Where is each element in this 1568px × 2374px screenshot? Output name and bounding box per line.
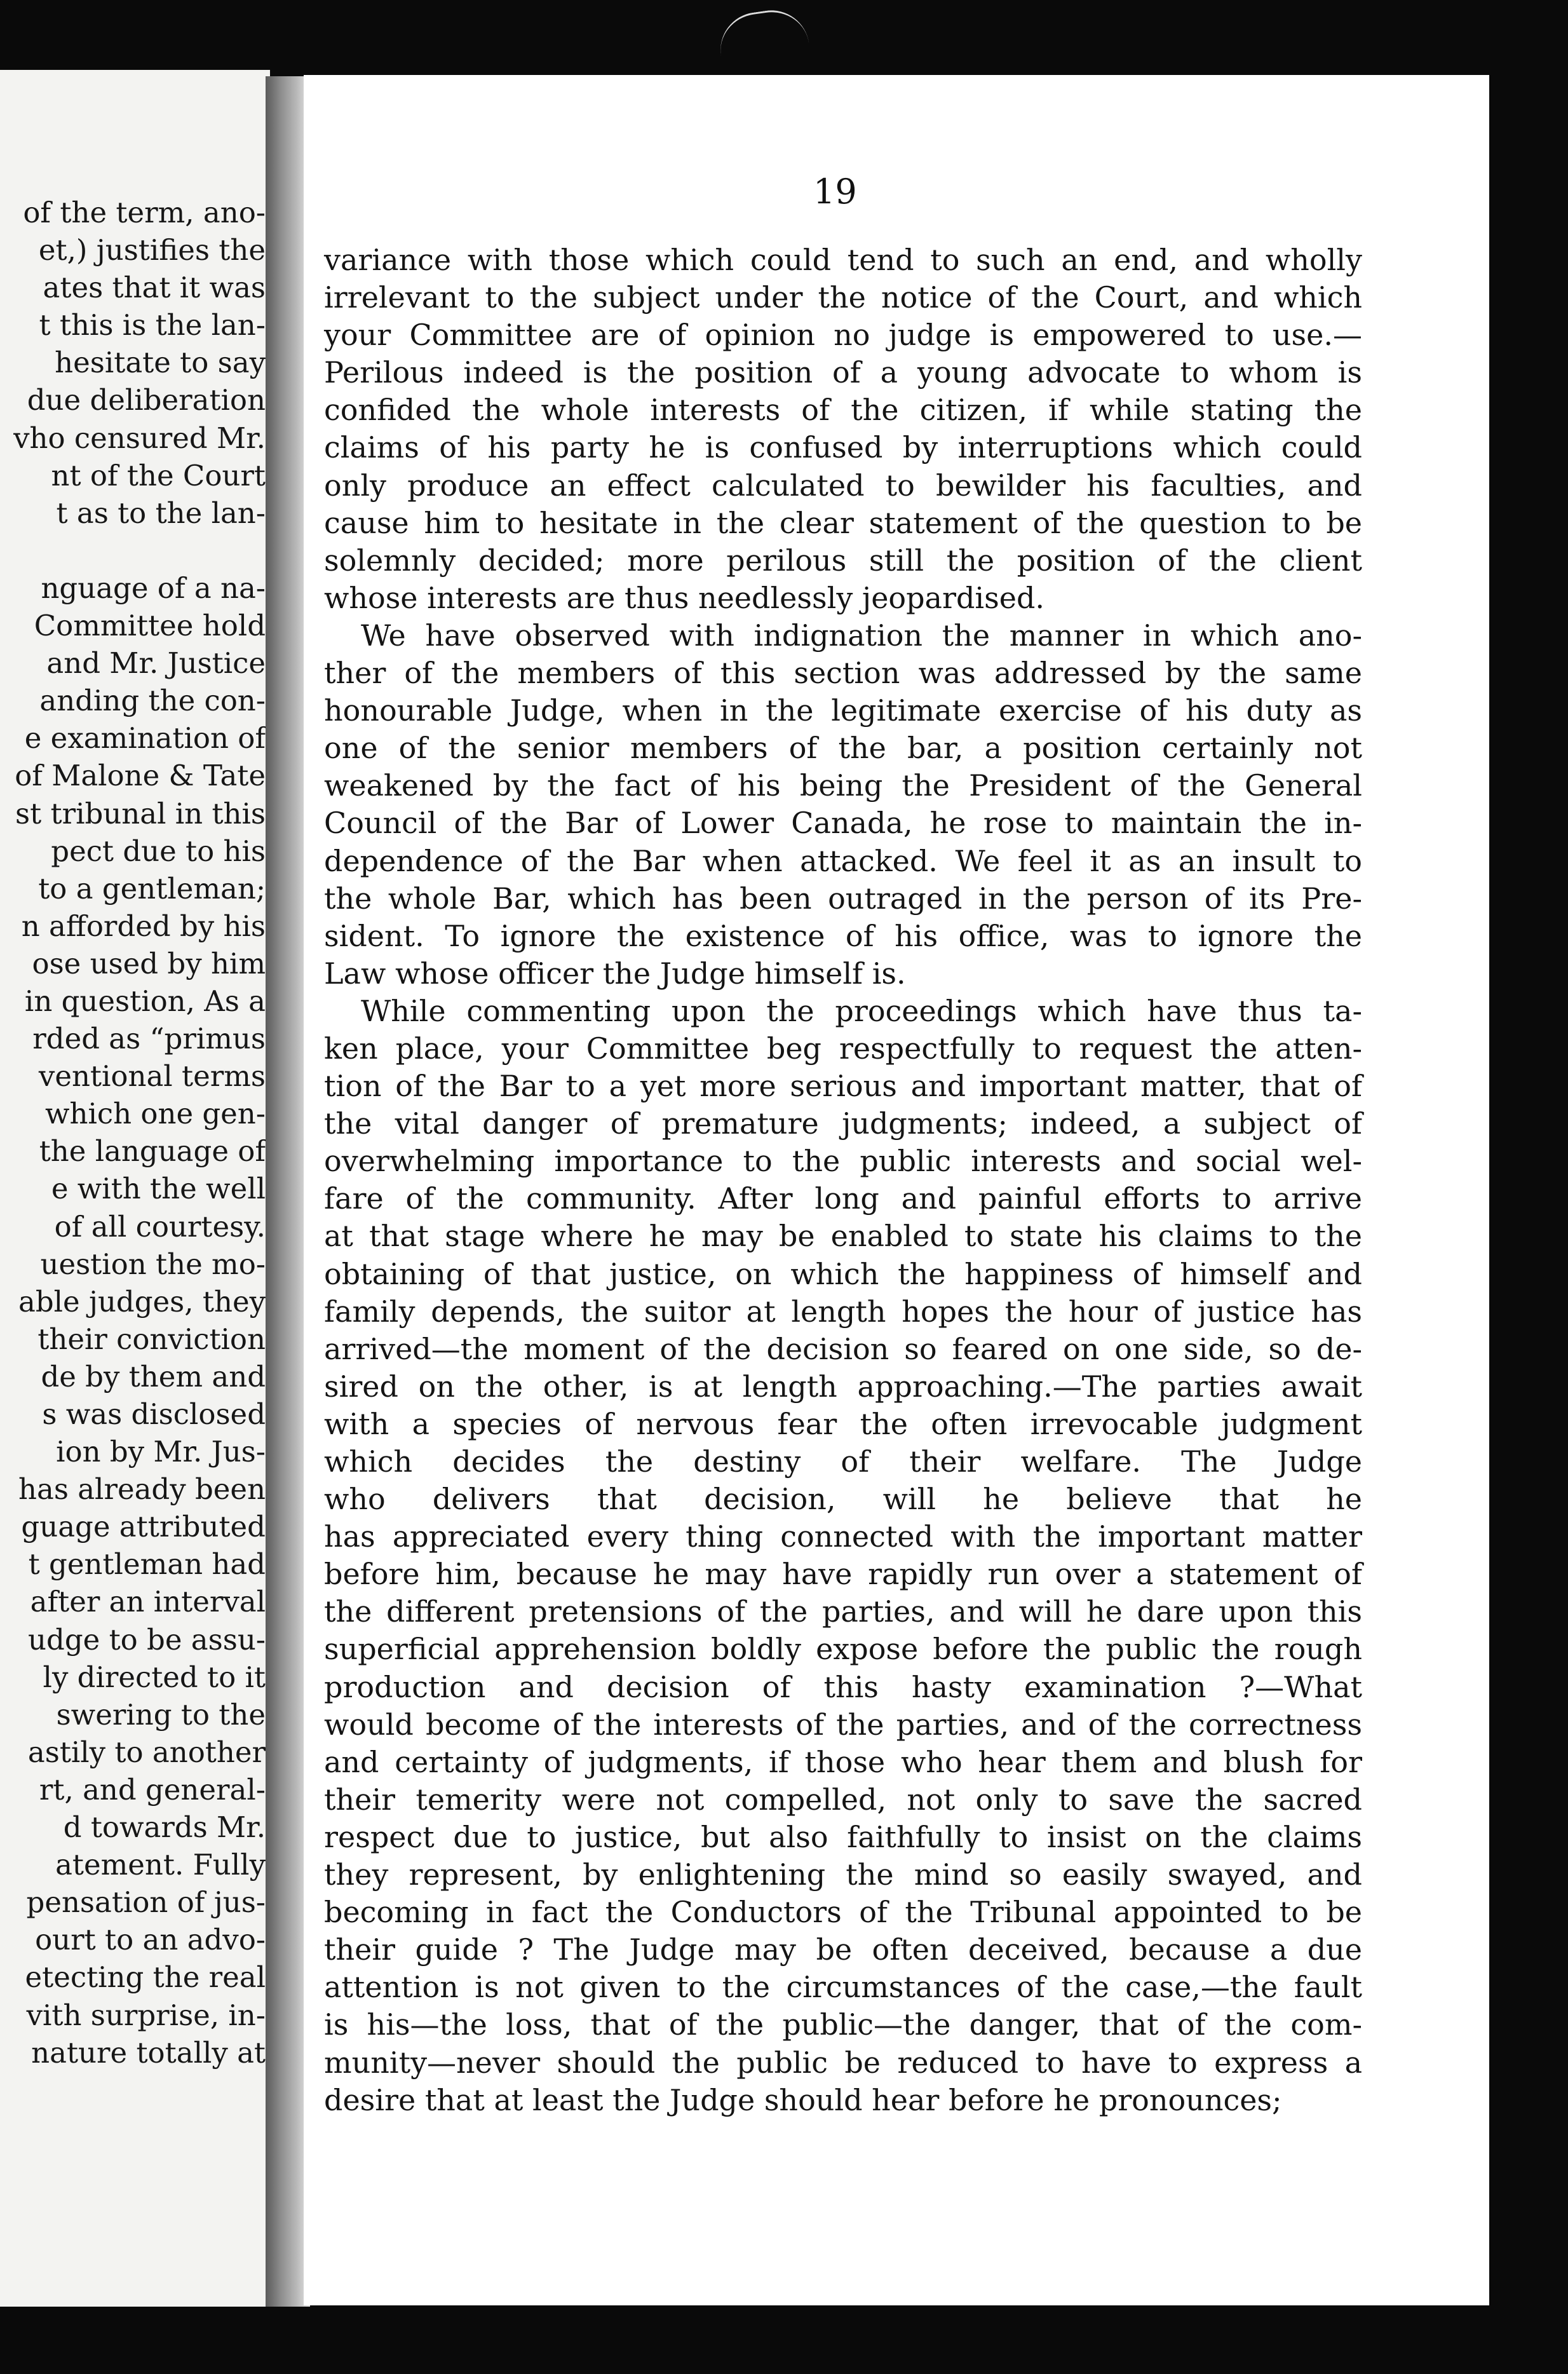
left-page-line: ates that it was: [43, 271, 266, 305]
left-page-line: vho censured Mr.: [13, 421, 266, 455]
left-page-line: astily to another: [27, 1735, 266, 1769]
body-text-line: one of the senior members of the bar, a position certainly not: [324, 731, 1362, 766]
body-text-line: Law whose officer the Judge himself is.: [324, 956, 906, 991]
body-text-line: Perilous indeed is the position of a young advocate to whom is: [324, 355, 1362, 390]
body-text-line: the vital danger of premature judgments; indeed, a subject of: [324, 1106, 1362, 1141]
left-page-line: Committee hold: [34, 609, 266, 643]
left-page-line: rt, and general-: [39, 1772, 266, 1807]
page-number: 19: [813, 172, 857, 212]
body-text-line: who delivers that decision, will he believe that he: [324, 1482, 1362, 1517]
left-page-line: etecting the real: [25, 1960, 266, 1995]
body-text-line: cause him to hesitate in the clear statement of the question to be: [324, 505, 1362, 540]
body-text-line: which decides the destiny of their welfare. The Judge: [324, 1444, 1362, 1479]
body-text-line: they represent, by enlightening the mind so easily swayed, and: [324, 1857, 1362, 1892]
left-page-text: [0, 194, 266, 2072]
body-text-line: desire that at least the Judge should hear before he pronounces;: [324, 2082, 1282, 2117]
body-text-line: fare of the community. After long and painful efforts to arrive: [324, 1181, 1362, 1216]
left-page-line: ventional terms: [38, 1059, 266, 1094]
body-text-line: with a species of nervous fear the often irrevocable judgment: [324, 1406, 1362, 1441]
body-text-line: would become of the interests of the parties, and of the correctness: [324, 1707, 1362, 1742]
left-page-line: in question, As a: [24, 984, 266, 1018]
left-page-line: which one gen-: [44, 1097, 266, 1131]
left-page-line: due deliberation: [27, 383, 266, 417]
body-text-line: ken place, your Committee beg respectfully to request the atten-: [324, 1031, 1362, 1066]
body-text-line: at that stage where he may be enabled to state his claims to the: [324, 1219, 1362, 1254]
left-page-line: ose used by him: [32, 946, 266, 980]
body-text-line: only produce an effect calculated to bewilder his faculties, and: [324, 468, 1362, 503]
body-text-line: production and decision of this hasty examination ?—What: [324, 1669, 1362, 1704]
body-text-line: claims of his party he is confused by interruptions which could: [324, 430, 1362, 465]
left-page-line: pect due to his: [51, 834, 266, 868]
body-text-line: sident. To ignore the existence of his office, was to ignore the: [324, 918, 1362, 953]
left-page-line: has already been: [18, 1472, 266, 1507]
body-text-line: their guide ? The Judge may be often deceived, because a due: [324, 1932, 1362, 1967]
body-text-line: is his—the loss, that of the public—the danger, that of the com-: [324, 2007, 1362, 2042]
body-text-line: their temerity were not compelled, not only to save the sacred: [324, 1782, 1362, 1817]
body-text-line: weakened by the fact of his being the President of the General: [324, 768, 1362, 803]
left-page-line: to a gentleman;: [38, 871, 266, 906]
body-text-line: munity—never should the public be reduced to have to express a: [324, 2045, 1362, 2080]
left-page-line: t gentleman had: [28, 1547, 266, 1582]
left-page-line: and Mr. Justice: [46, 646, 266, 681]
body-text-line: arrived—the moment of the decision so feared on one side, so de-: [324, 1331, 1362, 1366]
body-text-line: variance with those which could tend to such an end, and wholly: [324, 243, 1362, 277]
body-text-line: whose interests are thus needlessly jeopardised.: [324, 580, 1045, 615]
body-text-line: solemnly decided; more perilous still the position of the client: [324, 543, 1362, 578]
left-page-line: t as to the lan-: [56, 496, 266, 530]
left-page-line: of the term, ano-: [23, 196, 266, 229]
body-text-line: honourable Judge, when in the legitimate exercise of his duty as: [324, 693, 1362, 728]
left-page-line: nature totally at: [31, 2035, 266, 2070]
body-text-line: confided the whole interests of the citizen, if while stating the: [324, 393, 1362, 428]
left-page-line: ly directed to it: [43, 1660, 266, 1694]
left-page-line: vith surprise, in-: [26, 1998, 266, 2032]
body-text-line: Council of the Bar of Lower Canada, he rose to maintain the in-: [324, 806, 1362, 841]
body-text-line: and certainty of judgments, if those who hear them and blush for: [324, 1744, 1362, 1779]
left-page-line: after an interval: [30, 1585, 266, 1619]
body-text-line: your Committee are of opinion no judge is empowered to use.—: [324, 318, 1362, 353]
left-page-line: nguage of a na-: [41, 571, 266, 605]
left-page-line: able judges, they: [18, 1284, 266, 1319]
left-page-line: s was disclosed: [42, 1397, 266, 1431]
left-page-line: n afforded by his: [21, 909, 266, 943]
body-text-line: While commenting upon the proceedings which have thus ta-: [361, 993, 1362, 1028]
body-text-line: ther of the members of this section was addressed by the same: [324, 656, 1362, 691]
left-page-line: hesitate to say: [55, 346, 266, 380]
body-text-line: becoming in fact the Conductors of the Tribunal appointed to be: [324, 1895, 1362, 1930]
left-page-line: guage attributed: [21, 1510, 266, 1544]
left-page-line: rded as “primus: [32, 1022, 266, 1056]
left-page-line: their conviction: [37, 1322, 266, 1356]
left-page-line: e with the well: [51, 1172, 266, 1206]
body-text-line: superficial apprehension boldly expose before the public the rough: [324, 1632, 1362, 1667]
body-text-line: the different pretensions of the parties, and will he dare upon this: [324, 1594, 1362, 1629]
body-text-line: attention is not given to the circumstances of the case,—the fault: [324, 1970, 1362, 2005]
left-page-line: anding the con-: [39, 684, 266, 718]
left-facing-page: [0, 70, 270, 2307]
body-text-line: obtaining of that justice, on which the happiness of himself and: [324, 1256, 1362, 1291]
left-page-line: of all courtesy.: [54, 1209, 266, 1244]
left-page-line: swering to the: [56, 1697, 266, 1732]
body-text-line: family depends, the suitor at length hopes the hour of justice has: [324, 1294, 1362, 1329]
left-page-line: e examination of: [24, 721, 266, 756]
body-text-line: dependence of the Bar when attacked. We feel it as an insult to: [324, 843, 1362, 878]
left-page-line: the language of: [39, 1134, 266, 1169]
left-page-line: atement. Fully: [55, 1848, 266, 1882]
page-body-text: [324, 241, 1362, 2119]
body-text-line: respect due to justice, but also faithfully to insist on the claims: [324, 1819, 1362, 1854]
body-text-line: irrelevant to the subject under the notice of the Court, and which: [324, 280, 1362, 315]
body-text-line: before him, because he may have rapidly run over a statement of: [324, 1557, 1362, 1592]
left-page-line: et,) justifies the: [38, 233, 266, 268]
left-page-line: st tribunal in this: [15, 796, 266, 831]
body-text-line: tion of the Bar to a yet more serious and important matter, that of: [324, 1069, 1362, 1104]
left-page-line: uestion the mo-: [40, 1247, 266, 1281]
scan-artifact: [715, 6, 809, 58]
body-text-line: overwhelming importance to the public interests and social wel-: [324, 1144, 1362, 1179]
left-page-line: udge to be assu-: [28, 1622, 266, 1657]
left-page-line: ion by Mr. Jus-: [56, 1435, 266, 1469]
left-page-line: d towards Mr.: [63, 1810, 266, 1845]
left-page-line: t this is the lan-: [39, 308, 266, 343]
left-page-line: ourt to an advo-: [35, 1923, 266, 1957]
left-page-line: de by them and: [41, 1359, 266, 1394]
left-page-line: [0, 532, 266, 569]
body-text-line: has appreciated every thing connected with the important matter: [324, 1519, 1362, 1554]
body-text-line: sired on the other, is at length approaching.—The parties await: [324, 1369, 1362, 1404]
left-page-line: nt of the Court: [51, 458, 266, 492]
body-text-line: the whole Bar, which has been outraged in the person of its Pre-: [324, 881, 1362, 916]
left-page-line: pensation of jus-: [26, 1885, 266, 1920]
body-text-line: We have observed with indignation the manner in which ano-: [361, 618, 1362, 653]
left-page-line: of Malone & Tate: [15, 759, 266, 793]
